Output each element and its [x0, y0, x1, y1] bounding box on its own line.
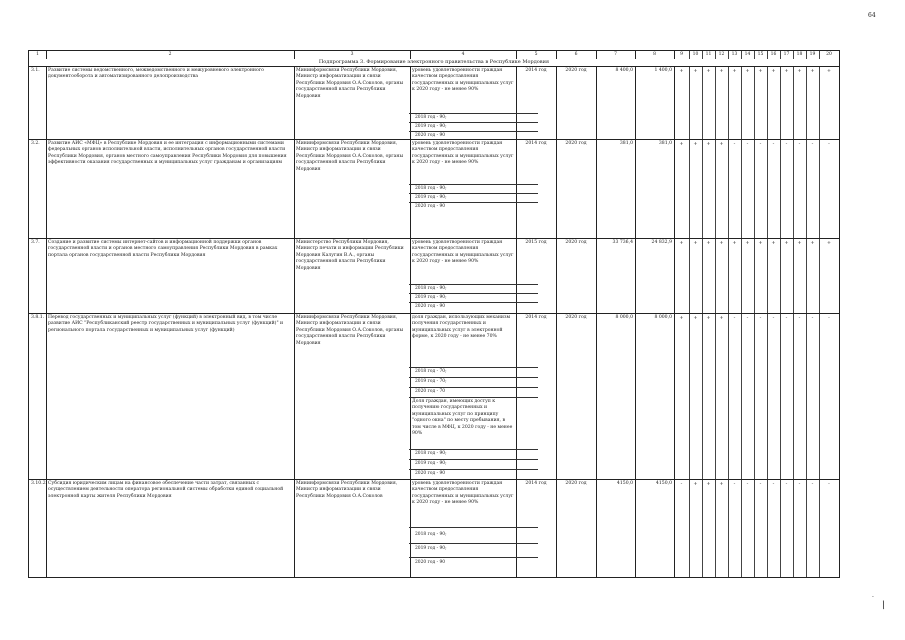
schedule-mark: -	[811, 141, 814, 147]
scan-artifact: /	[880, 599, 888, 612]
total-funding: 8 000,0	[615, 315, 633, 320]
total-funding: 381,0	[619, 141, 633, 146]
schedule-mark: +	[826, 240, 832, 246]
col-header: 20	[826, 52, 832, 57]
year-target: 2018 год - 90;	[415, 115, 447, 120]
activity-name: Развитие АИС «МФЦ» в Республике Мордовия и ее интеграция с информационными системами федеральных органов исполнительной власти, исполнительных органов государственной власти Республики Мордовия, органов местного самоуправления Республики Мордовия для повышения эффективности оказания государственных и муниципальных услуг гражданам и организациям	[48, 141, 287, 166]
schedule-mark: -	[811, 315, 814, 321]
schedule-mark: +	[745, 240, 750, 246]
schedule-mark: +	[693, 240, 698, 246]
schedule-mark: +	[719, 68, 724, 74]
col-header: 18	[796, 52, 803, 57]
col-header: 16	[770, 52, 777, 57]
schedule-mark: +	[679, 240, 684, 246]
total-funding: 4150,0	[616, 481, 633, 486]
col-header: 4	[461, 52, 465, 57]
year-target: 2020 год - 90	[415, 304, 446, 309]
indicator-secondary: Доля граждан, имеющих доступ к получению государственных и муниципальных услуг по принципу "одного окна" по месту пребывания, в том числе в МФЦ, к 2020 году - не менее 90%	[412, 399, 513, 437]
year-target: 2019 год - 90;	[415, 546, 447, 551]
year-target: 2019 год - 90;	[415, 195, 447, 200]
schedule-mark: +	[719, 141, 724, 147]
activity-name: Субсидия юридическим лицам на финансовое обеспечение части затрат, связанных с осуществлением деятельности оператора региональной системы обработки единой социальной электронной карты жителя Республики Мордовия	[48, 481, 284, 499]
indicator: уровень удовлетворенности граждан качеством предоставления государственных и муниципальных услуг к 2020 году - не менее 90%	[412, 68, 514, 93]
schedule-mark: -	[733, 481, 736, 487]
end-year: 2020 год	[565, 68, 587, 73]
schedule-mark: +	[732, 68, 737, 74]
executor: Мининформсвязи Республики Мордовия, Министр информатизации и связи Республики Мордовия О.А.Соколов, органы государственной власти Республики Мордовия	[296, 141, 404, 172]
budget-funding: 1 400,0	[654, 68, 672, 73]
year-target: 2020 год - 90	[415, 204, 446, 209]
schedule-mark: -	[733, 315, 736, 321]
start-year: 2014 год	[525, 141, 547, 146]
schedule-mark: +	[679, 315, 684, 321]
year-target: 2020 год - 90	[415, 471, 446, 476]
schedule-mark: +	[719, 481, 724, 487]
schedule-mark: -	[772, 481, 775, 487]
year-target: 2018 год - 90;	[415, 451, 447, 456]
activity-name: Перевод государственных и муниципальных услуг (функций) в электронный вид, в том числе развитие АИС "Республиканский реестр государственных и муниципальных услуг (функций)" и регионального портала государственных и муниципальных услуг (функций)	[48, 315, 284, 333]
year-target: 2020 год - 90	[415, 560, 446, 565]
schedule-mark: +	[745, 68, 750, 74]
schedule-mark: +	[758, 240, 763, 246]
executor: Мининформсвязи Республики Мордовия, Министр информатизации и связи Республики Мордовия О.А.Соколов, органы государственной власти Республики Мордовия	[296, 315, 404, 346]
schedule-mark: +	[706, 68, 711, 74]
schedule-mark: -	[759, 315, 762, 321]
schedule-mark: -	[772, 315, 775, 321]
total-funding: 33 736,4	[612, 240, 633, 245]
start-year: 2014 год	[525, 68, 547, 73]
schedule-mark: +	[706, 481, 711, 487]
col-header: 6	[574, 52, 578, 57]
schedule-mark: -	[828, 481, 830, 487]
schedule-mark: -	[746, 141, 749, 147]
col-header: 15	[757, 52, 764, 57]
year-target: 2020 год - 90	[415, 133, 446, 138]
schedule-mark: +	[693, 315, 698, 321]
schedule-mark: -	[828, 315, 830, 321]
schedule-mark: +	[706, 240, 711, 246]
col-header: 8	[653, 52, 656, 57]
col-header: 9	[680, 52, 683, 57]
schedule-mark: -	[746, 481, 749, 487]
start-year: 2014 год	[525, 481, 547, 486]
end-year: 2020 год	[565, 240, 587, 245]
schedule-mark: +	[771, 68, 776, 74]
schedule-mark: -	[746, 315, 749, 321]
document-table	[28, 50, 840, 578]
schedule-mark: -	[798, 141, 801, 147]
schedule-mark: -	[785, 141, 788, 147]
schedule-mark: -	[772, 141, 775, 147]
year-target: 2018 год - 70;	[415, 369, 447, 374]
year-target: 2019 год - 90;	[415, 461, 447, 466]
col-header: 5	[534, 52, 538, 57]
schedule-mark: -	[828, 141, 830, 147]
section-title: Подпрограмма 3. Формирование электронного правительства в Республике Мордовия	[29, 59, 839, 66]
executor: Министерство Республики Мордовия, Министр печати и информации Республики Мордовия Калугин В.А., органы государственной власти Республики Мордовия	[296, 240, 404, 271]
row-number: 3.2.	[31, 141, 40, 146]
start-year: 2014 год	[525, 315, 547, 320]
row-number: 3.10.2.	[31, 481, 48, 486]
end-year: 2020 год	[565, 141, 587, 146]
row-number: 3.8.1.	[31, 315, 45, 320]
executor: Мининформсвязи Республики Мордовия, Министр информатизации и связи Республики Мордовия О.А.Соколов	[296, 481, 398, 499]
end-year: 2020 год	[565, 315, 587, 320]
scan-mark: .	[872, 592, 874, 599]
indicator: уровень удовлетворенности граждан качеством предоставления государственных и муниципальных услуг к 2020 году - не менее 90%	[412, 240, 514, 265]
row-number: 3.1.	[31, 68, 40, 73]
col-header: 17	[783, 52, 790, 57]
schedule-mark: +	[706, 315, 711, 321]
activity-name: Развитие системы ведомственного, межведомственного и межуровневого электронного документооборота и автоматизированного делопроизводства	[48, 68, 264, 80]
schedule-mark: +	[693, 481, 698, 487]
col-header: 10	[692, 52, 699, 57]
total-funding: 8 400,0	[615, 68, 633, 73]
schedule-mark: -	[785, 315, 788, 321]
budget-funding: 24 832,9	[651, 240, 672, 245]
col-header: 7	[614, 52, 617, 57]
year-target: 2019 год - 90;	[415, 295, 447, 300]
activity-name: Создание и развитие системы интернет-сайтов и информационной поддержки органов государственной власти и органов местного самоуправления Республики Мордовия в рамках портала органов государственной власти Республики Мордовия	[48, 240, 278, 258]
year-target: 2019 год - 70;	[415, 379, 447, 384]
year-target: 2018 год - 90;	[415, 532, 447, 537]
schedule-mark: +	[719, 240, 724, 246]
schedule-mark: -	[798, 315, 801, 321]
year-target: 2019 год - 90;	[415, 124, 447, 129]
year-target: 2020 год - 70	[415, 389, 446, 394]
indicator: уровень удовлетворенности граждан качеством предоставления государственных и муниципальных услуг к 2020 году - не менее 90%	[412, 481, 514, 506]
schedule-mark: +	[706, 141, 711, 147]
schedule-mark: -	[785, 481, 788, 487]
col-header: 12	[718, 52, 725, 57]
indicator: уровень удовлетворенности граждан качеством предоставления государственных и муниципальных услуг к 2020 году - не менее 90%	[412, 141, 514, 166]
page-number: 64	[868, 12, 876, 19]
schedule-mark: +	[693, 141, 698, 147]
schedule-mark: +	[719, 315, 724, 321]
year-target: 2018 год - 90;	[415, 186, 447, 191]
row-number: 3.7.	[31, 240, 40, 245]
end-year: 2020 год	[565, 481, 587, 486]
budget-funding: 4150,0	[655, 481, 672, 486]
col-header: 2	[168, 52, 172, 57]
schedule-mark: +	[797, 240, 802, 246]
schedule-mark: +	[784, 240, 789, 246]
schedule-mark: +	[679, 141, 684, 147]
col-header: 19	[809, 52, 816, 57]
budget-funding: 381,0	[658, 141, 672, 146]
schedule-mark: +	[784, 68, 789, 74]
budget-funding: 8 000,0	[654, 315, 672, 320]
col-header: 1	[36, 52, 39, 57]
executor: Мининформсвязи Республики Мордовия, Министр информатизации и связи Республики Мордовия О.А.Соколов, органы государственной власти Республики Мордовия	[296, 68, 404, 99]
col-header: 11	[705, 52, 712, 57]
schedule-mark: +	[826, 68, 832, 74]
col-header: 14	[744, 52, 751, 57]
schedule-mark: -	[733, 141, 736, 147]
schedule-mark: -	[811, 481, 814, 487]
schedule-mark: -	[798, 481, 801, 487]
col-header: 13	[731, 52, 738, 57]
col-header: 3	[350, 52, 354, 57]
start-year: 2015 год	[525, 240, 547, 245]
schedule-mark: +	[758, 68, 763, 74]
schedule-mark: -	[759, 481, 762, 487]
schedule-mark: -	[680, 481, 683, 487]
schedule-mark: -	[759, 141, 762, 147]
indicator: доля граждан, использующих механизм получения государственных и муниципальных услуг в электронной форме, к 2020 году - не менее 70%	[412, 315, 511, 340]
schedule-mark: +	[679, 68, 684, 74]
schedule-mark: +	[771, 240, 776, 246]
schedule-mark: +	[797, 68, 802, 74]
schedule-mark: +	[810, 68, 815, 74]
year-target: 2018 год - 90;	[415, 286, 447, 291]
schedule-mark: +	[693, 68, 698, 74]
schedule-mark: +	[810, 240, 815, 246]
schedule-mark: +	[732, 240, 737, 246]
